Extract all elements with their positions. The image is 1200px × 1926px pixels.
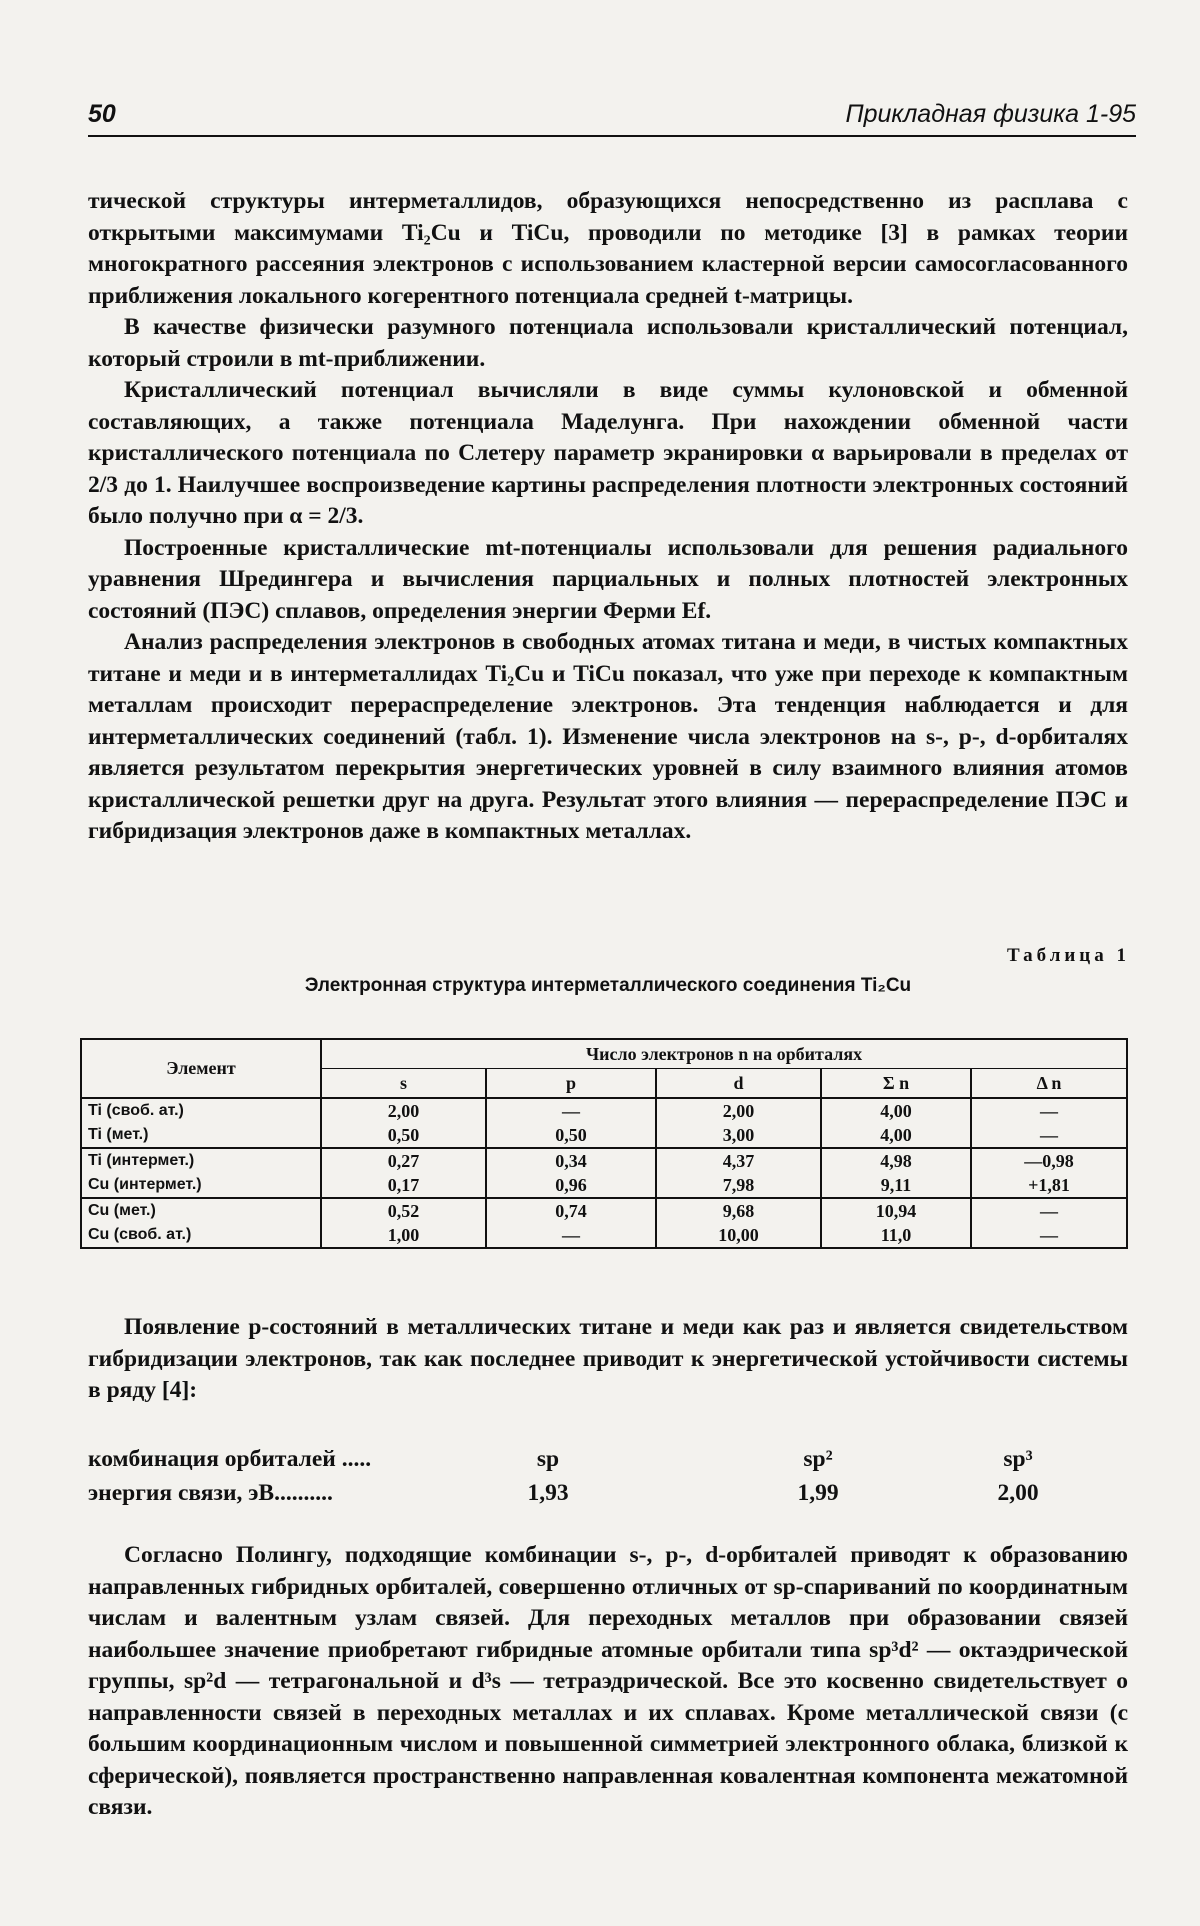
paragraph-5: Анализ распределения электронов в свободных атомах титана и меди, в чистых компактных титане и меди и в интерметаллидах Ti₂Cu и TiCu показал, что уже при переходе к компактным металлам происходит перераспределение электронов. Эта тенденция наблюдается и для интерметаллических соединений (табл. 1). Изменение числа электронов на s-, p-, d-орбиталях является результатом перекрытия энергетических уровней в силу взаимного влияния атомов кристаллической решетки друг на друга. Результат этого влияния — перераспределение ПЭС и гибридизация электронов даже в компактных металлах. [88,629,1128,844]
cell-d: 9,68 [656,1198,821,1223]
cell-sum: 4,00 [821,1123,971,1148]
cell-delta: — [971,1198,1127,1223]
table-row [81,1198,1127,1223]
binding-energy-value: 1,99 [797,1479,839,1506]
cell-p: 0,74 [486,1198,656,1223]
row-label: Cu (своб. ат.) [81,1223,321,1248]
col-header-d: d [656,1069,821,1099]
cell-s: 2,00 [321,1098,486,1123]
journal-title: Прикладная физика 1-95 [845,100,1136,128]
cell-p: 0,50 [486,1123,656,1148]
table-row [81,1223,1127,1248]
cell-delta: — [971,1223,1127,1248]
cell-d: 2,00 [656,1098,821,1123]
orbital-combo: sp³ [1003,1445,1033,1472]
cell-sum: 10,94 [821,1198,971,1223]
cell-delta: — [971,1123,1127,1148]
cell-p: 0,96 [486,1173,656,1198]
row-label: Cu (интермет.) [81,1173,321,1198]
paragraph-6: Появление p-состояний в металлических титане и меди как раз и является свидетельством гибридизации электронов, так как последнее приводит к энергетической устойчивости системы в ряду [4]: [88,1314,1128,1403]
header-rule [88,135,1136,137]
cell-delta: +1,81 [971,1173,1127,1198]
paragraph-1: тической структуры интерметаллидов, образующихся непосредственно из расплава с открытыми максимумами Ti₂Cu и TiCu, проводили по методике [3] в рамках теории многократного рассеяния электронов с использованием кластерной версии самосогласованного приближения локального когерентного потенциала средней t-матрицы. [88,188,1128,309]
cell-sum: 9,11 [821,1173,971,1198]
paragraph-2: В качестве физически разумного потенциала использовали кристаллический потенциал, который строили в mt-приближении. [88,314,1128,372]
cell-s: 0,52 [321,1198,486,1223]
row-label: Cu (мет.) [81,1198,321,1223]
page-number: 50 [88,100,116,128]
col-header-element: Элемент [81,1039,321,1098]
row-label: Ti (интермет.) [81,1148,321,1173]
cell-p: — [486,1098,656,1123]
table-row [81,1123,1127,1148]
col-header-sum: Σ n [821,1069,971,1099]
cell-p: 0,34 [486,1148,656,1173]
table-label: Таблица 1 [1006,945,1130,966]
orbital-combination-label: комбинация орбиталей ..... [88,1445,372,1472]
electron-structure-table [80,1038,1128,1249]
binding-energy-row [88,1476,1138,1510]
table-row [81,1148,1127,1173]
col-header-delta: Δ n [971,1069,1127,1099]
cell-delta: —0,98 [971,1148,1127,1173]
orbital-combination-row [88,1442,1138,1476]
orbital-combo: sp² [803,1445,833,1472]
table-row [81,1098,1127,1123]
cell-sum: 4,98 [821,1148,971,1173]
running-header [88,100,1136,129]
paragraph-4: Построенные кристаллические mt-потенциалы использовали для решения радиального уравнения Шредингера и вычисления парциальных и полных плотностей электронных состояний (ПЭС) сплавов, определения энергии Ферми Ef. [88,534,1128,624]
table-row [81,1173,1127,1198]
cell-s: 0,17 [321,1173,486,1198]
cell-p: — [486,1223,656,1248]
table-caption: Электронная структура интерметаллического соединения Ti₂Cu [304,975,912,996]
col-group-header: Число электронов n на орбиталях [321,1039,1127,1069]
text-block-mid [88,1312,1128,1407]
binding-energy-label: энергия связи, эВ.......... [88,1479,333,1506]
cell-s: 0,50 [321,1123,486,1148]
cell-d: 10,00 [656,1223,821,1248]
paragraph-3: Кристаллический потенциал вычисляли в виде суммы кулоновской и обменной составляющих, а также потенциала Маделунга. При нахождении обменной части кристаллического потенциала по Слетеру параметр экранировки α варьировали в пределах от 2/3 до 1. Наилучшее воспроизведение картины распределения плотности электронных состояний было получно при α = 2/3. [88,377,1128,529]
cell-delta: — [971,1098,1127,1123]
binding-energy-value: 1,93 [527,1479,569,1506]
row-label: Ti (своб. ат.) [81,1098,321,1123]
cell-s: 0,27 [321,1148,486,1173]
cell-s: 1,00 [321,1223,486,1248]
cell-sum: 11,0 [821,1223,971,1248]
orbital-combo: sp [536,1445,560,1472]
orbital-series [88,1442,1138,1510]
col-header-s: s [321,1069,486,1099]
text-block-top [88,186,1128,848]
text-block-bottom [88,1540,1128,1824]
col-header-p: p [486,1069,656,1099]
cell-sum: 4,00 [821,1098,971,1123]
row-label: Ti (мет.) [81,1123,321,1148]
cell-d: 7,98 [656,1173,821,1198]
binding-energy-value: 2,00 [997,1479,1039,1506]
paragraph-7: Согласно Полингу, подходящие комбинации s-, p-, d-орбиталей приводят к образованию направленных гибридных орбиталей, совершенно отличных от sp-спариваний по координатным числам и валентным узлам связей. Для переходных металлов при образовании связей наибольшее значение приобретают гибридные атомные орбитали типа sp³d² — октаэдрической группы, sp²d — тетрагональной и d³s — тетраэдрической. Все это косвенно свидетельствует о направленности связей в переходных металлах и их сплавах. Кроме металлической связи (с большим координационным числом и повышенной симметрией электронного облака, близкой к сферической), появляется пространственно направленная ковалентная компонента межатомной связи. [88,1542,1128,1820]
cell-d: 3,00 [656,1123,821,1148]
cell-d: 4,37 [656,1148,821,1173]
